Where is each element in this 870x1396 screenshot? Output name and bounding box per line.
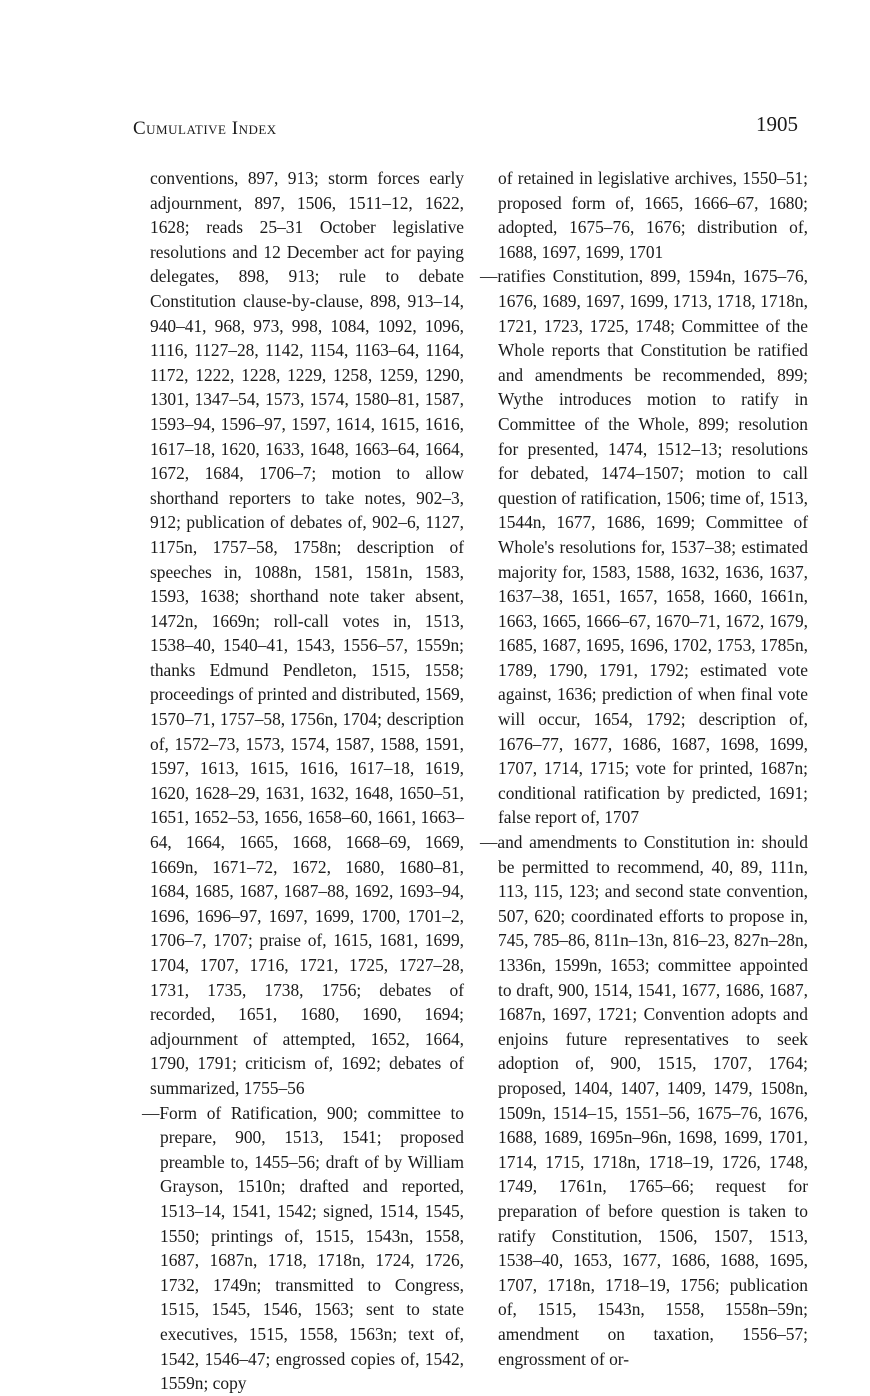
index-entry-ratifies-constitution: —ratifies Constitution, 899, 1594n, 1675–76, 1676, 1689, 1697, 1699, 1713, 1718, 1718n, 1721, 1723, 1725, 1748; Committee of the Whole reports that Constitution be ratified and amendments be recommended, 899; Wythe introduces motion to ratify in Committee of the Whole, 899; resolution for presented, 1474, 1512–13; resolutions for debated, 1474–1507; motion to call question of ratification, 1506; time of, 1513, 1544n, 1677, 1686, 1699; Committee of Whole's resolutions for, 1537–38; estimated majority for, 1583, 1588, 1632, 1636, 1637, 1637–38, 1651, 1657, 1658, 1660, 1661n, 1663, 1665, 1666–67, 1670–71, 1672, 1679, 1685, 1687, 1695, 1696, 1702, 1753, 1785n, 1789, 1790, 1791, 1792; estimated vote against, 1636; prediction of when final vote will occur, 1654, 1792; description of, 1676–77, 1677, 1686, 1687, 1698, 1699, 1707, 1714, 1715; vote for printed, 1687n; conditional ratification by predicted, 1691; false report of, 1707 (480, 266, 808, 828)
left-column (142, 166, 464, 1396)
right-column (480, 166, 808, 1371)
index-entry-form-of-ratification: —Form of Ratification, 900; committee to prepare, 900, 1513, 1541; proposed preamble to, 1455–56; draft of by William Grayson, 1510n; drafted and reported, 1513–14, 1541, 1542; signed, 1514, 1545, 1550; printings of, 1515, 1543n, 1558, 1687, 1687n, 1718, 1718n, 1724, 1726, 1732, 1749n; transmitted to Congress, 1515, 1545, 1546, 1563; sent to state executives, 1515, 1558, 1563n; text of, 1542, 1546–47; engrossed copies of, 1542, 1559n; copy (142, 1102, 464, 1394)
index-continuation-text: of retained in legislative archives, 1550–51; proposed form of, 1665, 1666–67, 1680; adopted, 1675–76, 1676; distribution of, 1688, 1697, 1699, 1701 (498, 168, 808, 262)
page-number: 1905 (756, 112, 798, 136)
index-entry-amendments: —and amendments to Constitution in: should be permitted to recommend, 40, 89, 111n, 113, 115, 123; and second state convention, 507, 620; coordinated efforts to propose in, 745, 785–86, 811n–13n, 816–23, 827n–28n, 1336n, 1599n, 1653; committee appointed to draft, 900, 1514, 1541, 1677, 1686, 1687, 1687n, 1697, 1721; Convention adopts and enjoins future representatives to seek adoption of, 900, 1515, 1707, 1764; proposed, 1404, 1407, 1409, 1479, 1508n, 1509n, 1514–15, 1551–56, 1675–76, 1676, 1688, 1689, 1695n–96n, 1698, 1699, 1701, 1714, 1715, 1718n, 1718–19, 1726, 1748, 1749, 1761n, 1765–66; request for preparation of before question is taken to ratify Constitution, 1506, 1507, 1513, 1538–40, 1653, 1677, 1686, 1688, 1695, 1707, 1718n, 1718–19, 1756; publication of, 1515, 1543n, 1558, 1558n–59n; amendment on taxation, 1556–57; engrossment of or- (480, 832, 808, 1369)
index-continuation-text: conventions, 897, 913; storm forces early adjournment, 897, 1506, 1511–12, 1622, 1628; reads 25–31 October legislative resolutions and 12 December act for paying delegates, 898, 913; rule to debate Constitution clause-by-clause, 898, 913–14, 940–41, 968, 973, 998, 1084, 1092, 1096, 1116, 1127–28, 1142, 1154, 1163–64, 1164, 1172, 1222, 1228, 1229, 1258, 1259, 1290, 1301, 1347–54, 1573, 1574, 1580–81, 1587, 1593–94, 1596–97, 1597, 1614, 1615, 1616, 1617–18, 1620, 1633, 1648, 1663–64, 1664, 1672, 1684, 1706–7; motion to allow shorthand reporters to take notes, 902–3, 912; publication of debates of, 902–6, 1127, 1175n, 1757–58, 1758n; description of speeches in, 1088n, 1581, 1581n, 1583, 1593, 1638; shorthand note taker absent, 1472n, 1669n; roll-call votes in, 1513, 1538–40, 1540–41, 1543, 1556–57, 1559n; thanks Edmund Pendleton, 1515, 1558; proceedings of printed and distributed, 1569, 1570–71, 1757–58, 1756n, 1704; description of, 1572–73, 1573, 1574, 1587, 1588, 1591, 1597, 1613, 1615, 1616, 1617–18, 1619, 1620, 1628–29, 1631, 1632, 1648, 1650–51, 1651, 1652–53, 1656, 1658–60, 1661, 1663–64, 1664, 1665, 1668, 1668–69, 1669, 1669n, 1671–72, 1672, 1680, 1680–81, 1684, 1685, 1687, 1687–88, 1692, 1693–94, 1696, 1696–97, 1697, 1699, 1700, 1701–2, 1706–7, 1707; praise of, 1615, 1681, 1699, 1704, 1707, 1716, 1721, 1725, 1727–28, 1731, 1735, 1738, 1756; debates of recorded, 1651, 1680, 1690, 1694; adjournment of attempted, 1652, 1664, 1790, 1791; criticism of, 1692; debates of summarized, 1755–56 (150, 168, 464, 1098)
running-head: Cumulative Index (133, 118, 277, 139)
